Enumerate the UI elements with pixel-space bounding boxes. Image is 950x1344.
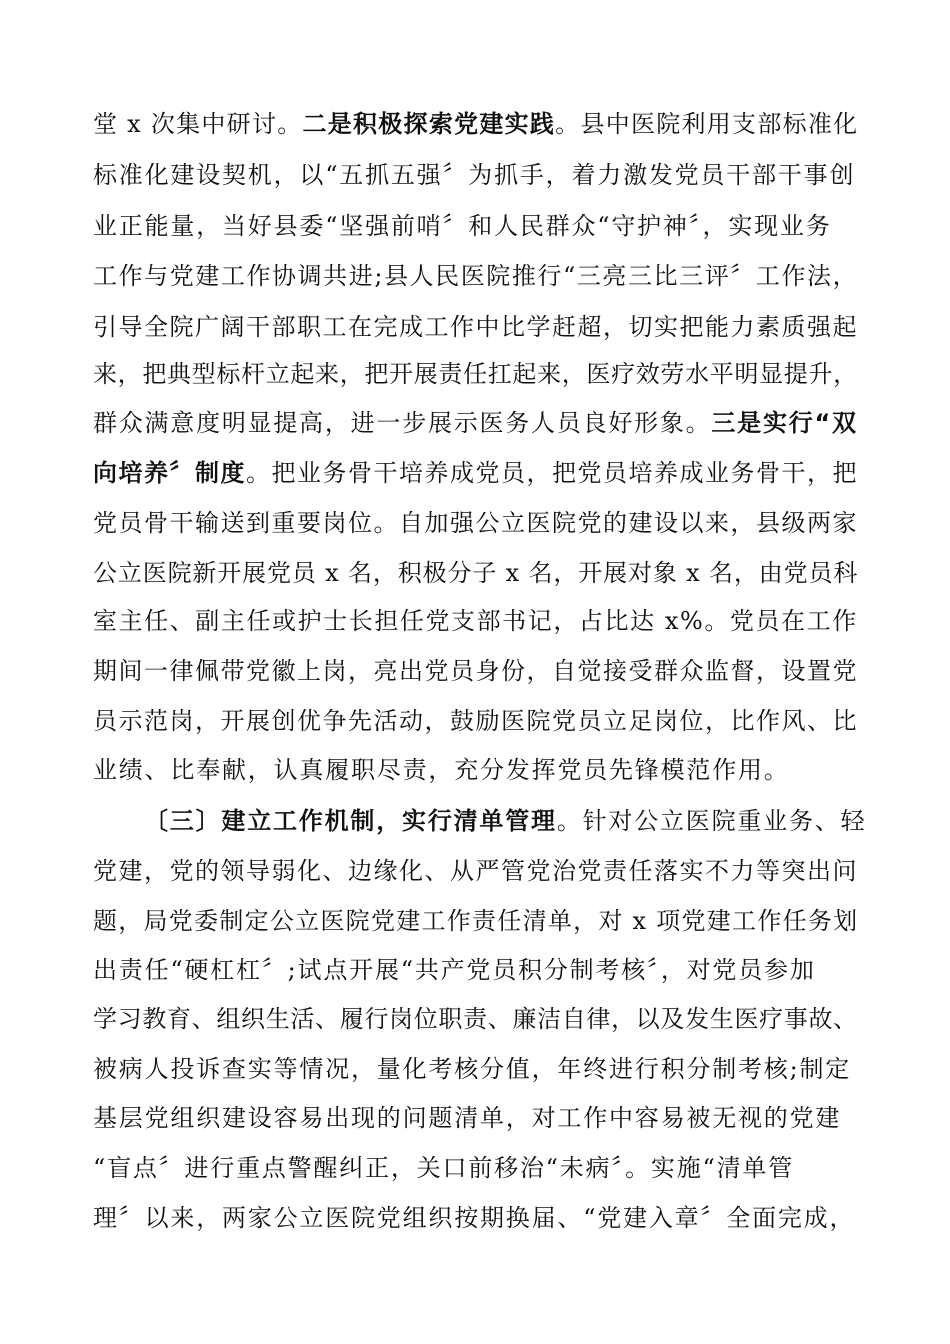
paragraph-line	[93, 206, 832, 246]
text-run: 党员骨干输送到重要岗位。自加强公立医院党的建设以来，县级两家	[93, 509, 858, 537]
text-run: 标准化建设契机，以“五抓五强〞为抓手，着力激发党员干部干事创	[93, 161, 856, 189]
text-run: 期间一律佩带党徽上岗，亮出党员身份，自觉接受群众监督，设置党	[93, 657, 858, 685]
text-run: 。针对公立医院重业务、轻	[556, 807, 867, 835]
paragraph-line	[93, 701, 858, 741]
paragraph-line	[93, 1148, 794, 1188]
text-run: 业正能量，当好县委“坚强前哨〞和人民群众“守护神〞，实现业务	[93, 212, 832, 240]
paragraph-line	[93, 354, 858, 394]
paragraph-line	[93, 651, 858, 691]
paragraph-line	[93, 851, 858, 891]
text-run: 室主任、副主任或护士长担任党支部书记，占比达 x%。党员在工作	[93, 607, 858, 635]
text-run: 引导全院广阔干部职工在完成工作中比学赶超，切实把能力素质强起	[93, 313, 858, 341]
bold-heading-run: 二是积极探索党建实践	[302, 110, 556, 138]
text-run: 基层党组织建设容易出现的问题清单，对工作中容易被无视的党建	[93, 1104, 842, 1132]
text-run: “盲点〞进行重点警醒纠正，关口前移治“未病〞。实施“清单管	[93, 1154, 795, 1182]
paragraph-line	[93, 307, 858, 347]
text-run: 出责任“硬杠杠〞;试点开展“共产党员积分制考核〞，对党员参加	[93, 956, 816, 984]
paragraph-line	[93, 1198, 855, 1238]
section-heading-run: 〔三〕建立工作机制，实行清单管理	[144, 807, 557, 835]
text-run: 理〞以来，两家公立医院党组织按期换届、“党建入章〞全面完成，	[93, 1204, 856, 1232]
paragraph-line	[93, 256, 858, 296]
paragraph-line	[93, 553, 858, 593]
paragraph-line	[144, 801, 866, 841]
bold-heading-run: 向培养〞制度	[93, 459, 246, 487]
paragraph-line	[93, 503, 858, 543]
text-run: 员示范岗，开展创优争先活动，鼓励医院党员立足岗位，比作风、比	[93, 707, 858, 735]
paragraph-line	[93, 901, 858, 941]
paragraph-line	[93, 1049, 851, 1089]
text-run: 群众满意度明显提高，进一步展示医务人员良好形象。	[93, 409, 712, 437]
text-run: 公立医院新开展党员 x 名，积极分子 x 名，开展对象 x 名，由党员科	[93, 559, 859, 587]
paragraph-line	[93, 453, 858, 493]
text-run: 党建，党的领导弱化、边缘化、从严管党治党责任落实不力等突出问	[93, 857, 858, 885]
text-run: 学习教育、组织生活、履行岗位职责、廉洁自律，以及发生医疗事故、	[93, 1005, 858, 1033]
text-run: 业绩、比奉献，认真履职尽责，充分发挥党员先锋模范作用。	[93, 756, 790, 784]
paragraph-line	[93, 155, 855, 195]
text-run: 来，把典型标杆立起来，把开展责任扛起来，医疗效劳水平明显提升，	[93, 360, 858, 388]
text-run: 被病人投诉查实等情况，量化考核分值，年终进行积分制考核;制定	[93, 1055, 852, 1083]
paragraph-line	[93, 999, 858, 1039]
paragraph-line	[93, 950, 816, 990]
paragraph-line	[93, 750, 790, 790]
paragraph-line	[93, 601, 858, 641]
text-run: 。把业务骨干培养成党员，把党员培养成业务骨干，把	[246, 459, 858, 487]
paragraph-line	[93, 1098, 841, 1138]
text-run: 题，局党委制定公立医院党建工作责任清单，对 x 项党建工作任务划	[93, 907, 859, 935]
paragraph-line	[93, 403, 858, 443]
paragraph-line	[93, 104, 858, 144]
text-run: 。县中医院利用支部标准化	[555, 110, 859, 138]
bold-heading-run: 三是实行“双	[711, 409, 858, 437]
text-run: 工作与党建工作协调共进;县人民医院推行“三亮三比三评〞工作法，	[93, 262, 859, 290]
text-run: 堂 x 次集中研讨。	[93, 110, 303, 138]
